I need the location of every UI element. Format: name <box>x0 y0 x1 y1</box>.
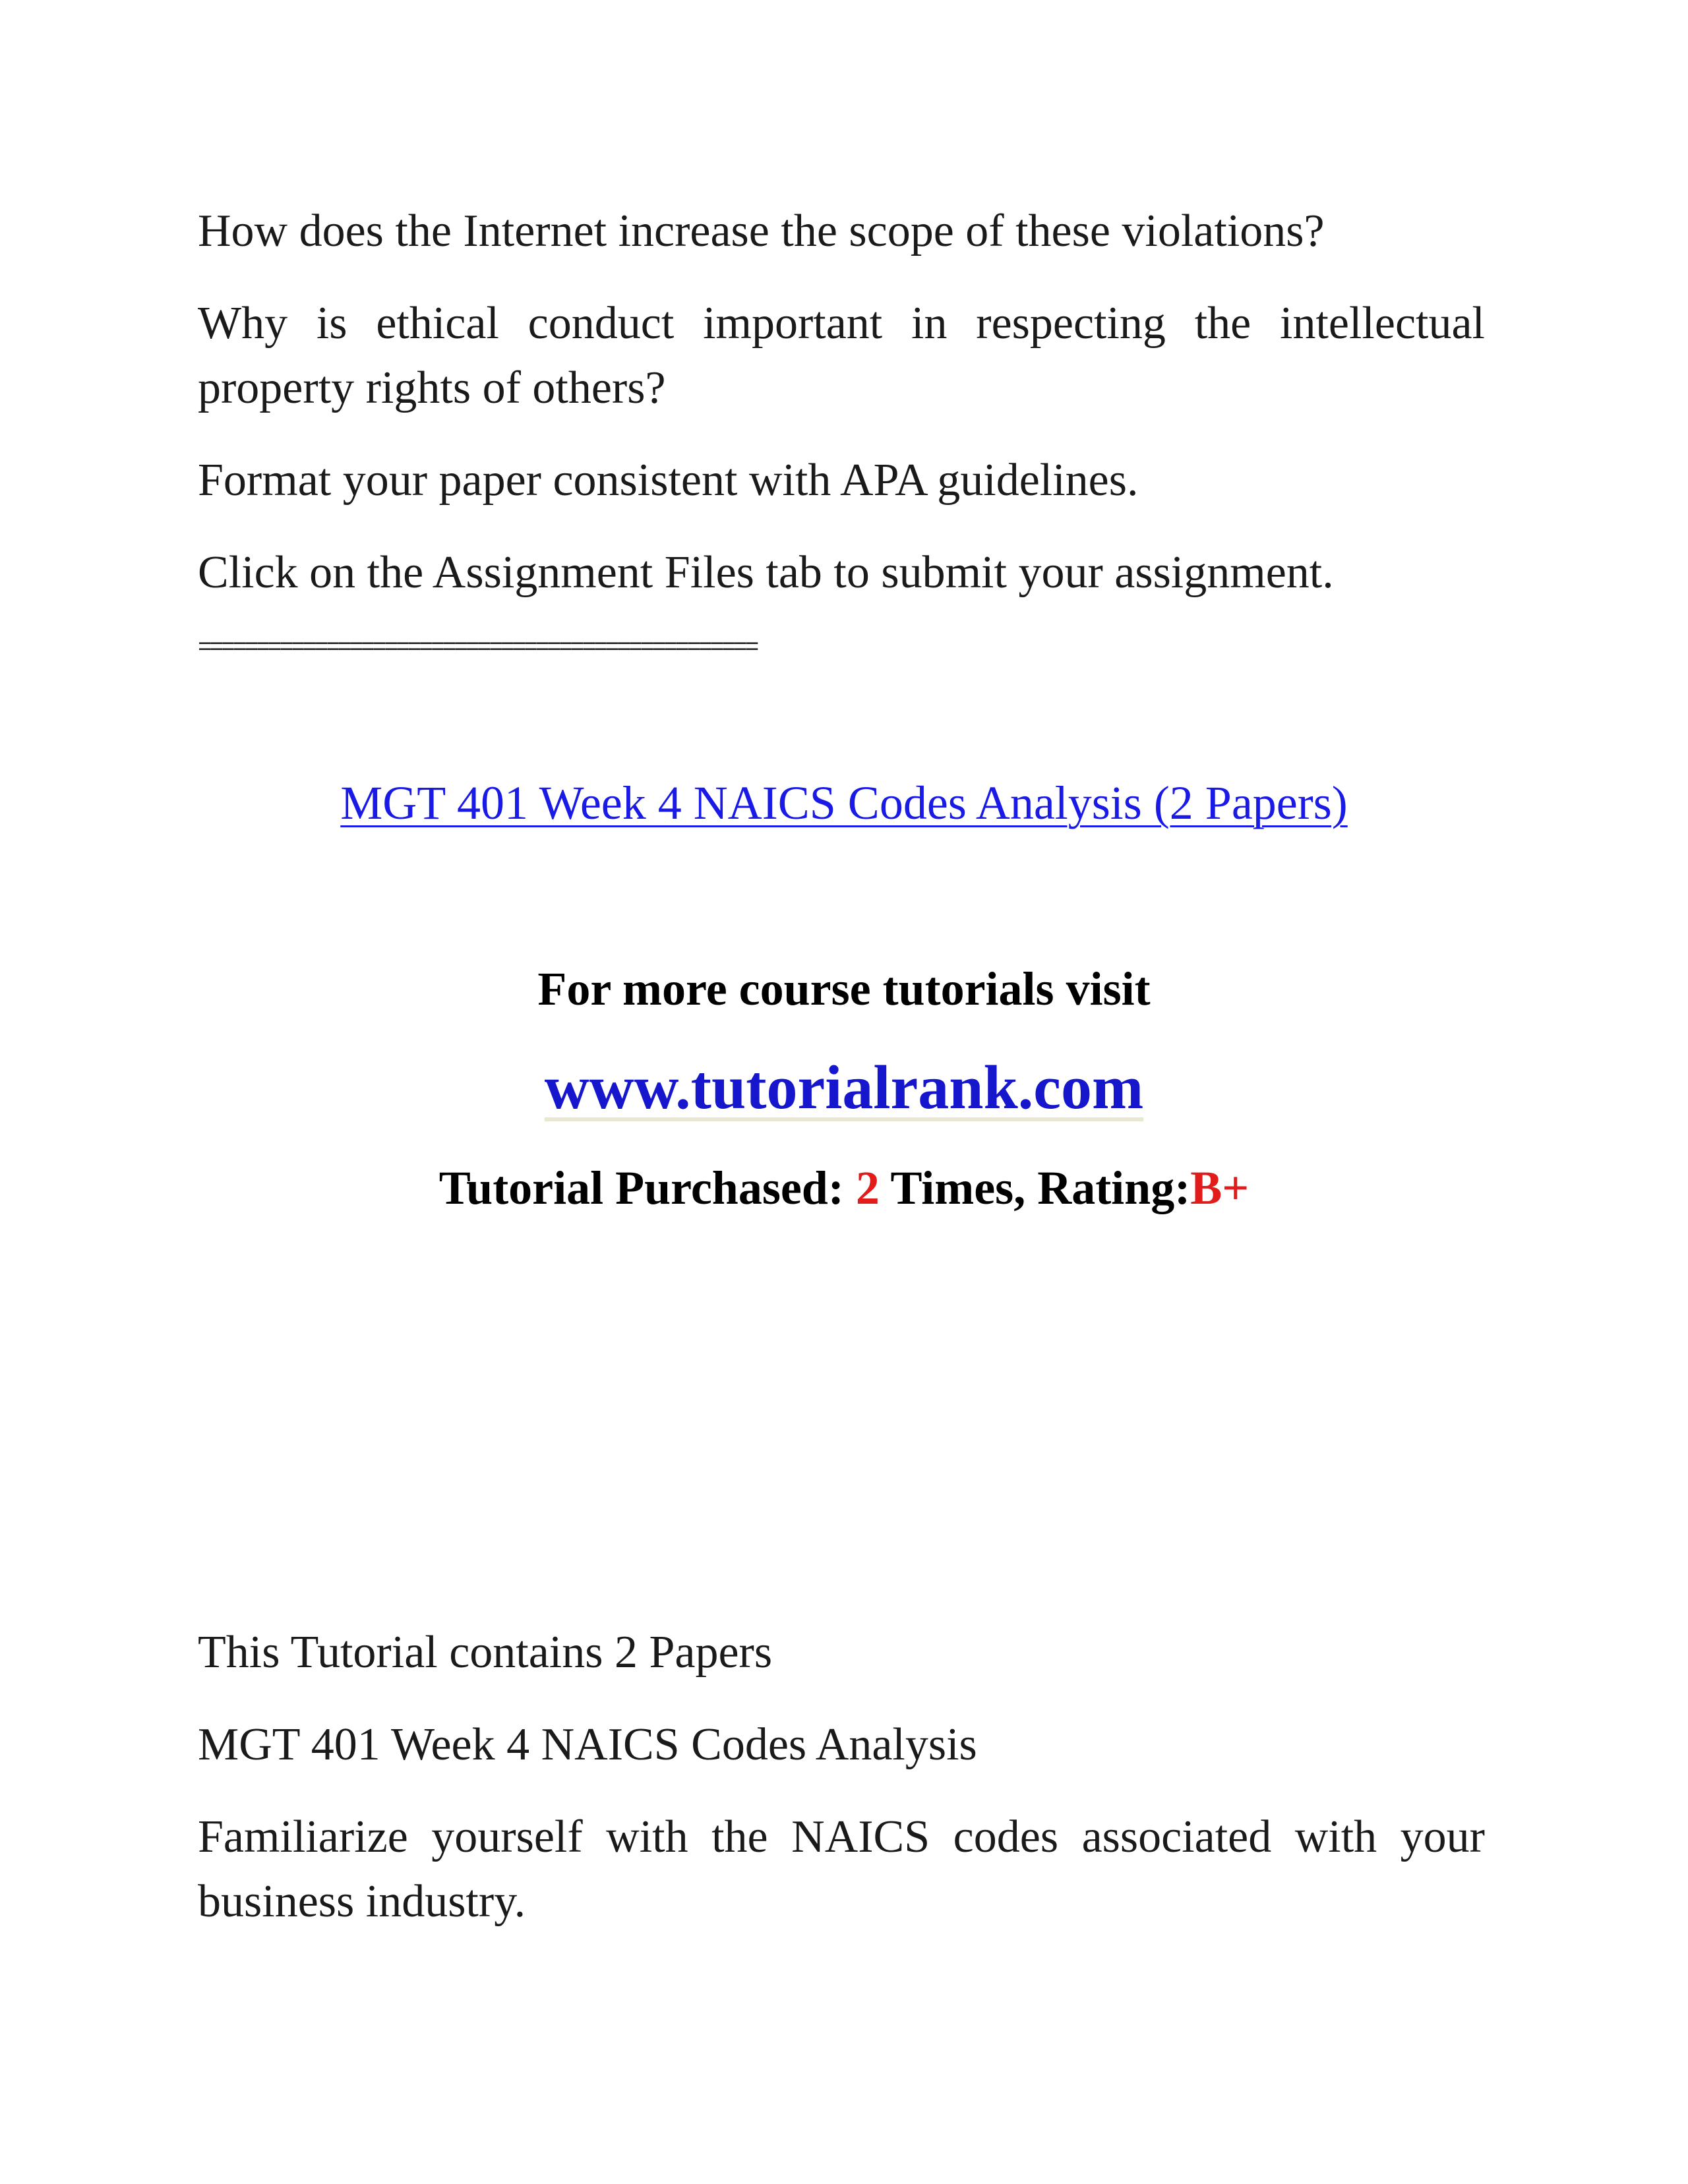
paper-title: MGT 401 Week 4 NAICS Codes Analysis <box>198 1719 977 1770</box>
question-ethical-conduct: Why is ethical conduct important in respecting the intellectual property rights of others? <box>198 298 1485 413</box>
times-rating-label: Times, Rating: <box>890 1162 1191 1214</box>
course-link-container <box>0 770 1688 836</box>
purchased-count: 2 <box>855 1162 880 1214</box>
instruction-submit: Click on the Assignment Files tab to submit your assignment. <box>198 547 1334 598</box>
separator-line: ================================================ <box>198 634 757 661</box>
rating-value: B+ <box>1190 1162 1250 1214</box>
course-link[interactable]: MGT 401 Week 4 NAICS Codes Analysis (2 Papers) <box>340 777 1348 829</box>
visit-text: For more course tutorials visit <box>537 962 1151 1015</box>
tutorial-contains: This Tutorial contains 2 Papers <box>198 1627 773 1678</box>
paper-description: Familiarize yourself with the NAICS codes associated with your business industry. <box>198 1812 1485 1927</box>
question-internet-scope: How does the Internet increase the scope of these violations? <box>198 206 1325 256</box>
website-link-container <box>0 1048 1688 1127</box>
website-link[interactable]: www.tutorialrank.com <box>544 1053 1144 1122</box>
purchased-label: Tutorial Purchased: <box>438 1162 844 1214</box>
purchase-info <box>0 1155 1688 1221</box>
instruction-apa-format: Format your paper consistent with APA guidelines. <box>198 455 1139 506</box>
